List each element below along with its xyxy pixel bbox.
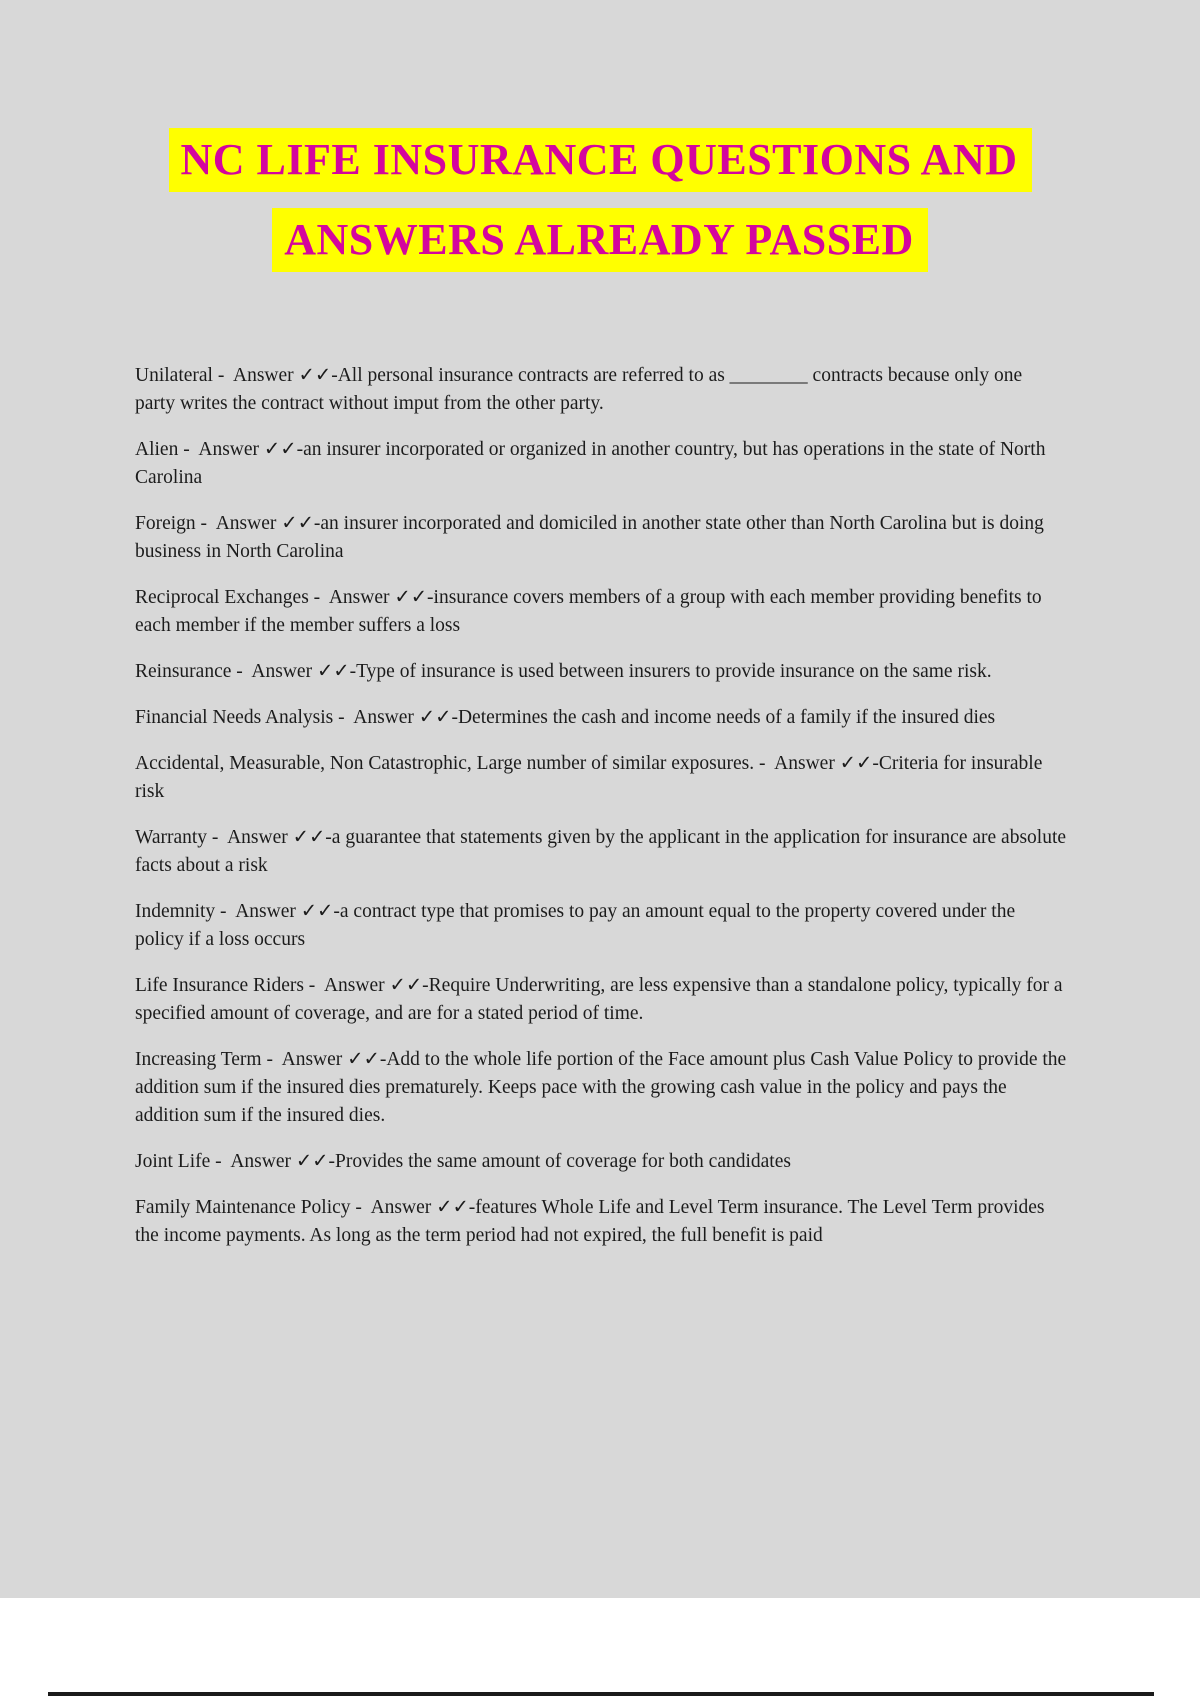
qa-item: Increasing Term - Answer ✓✓-Add to the whole life portion of the Face amount plus Cash Value Policy to provide the addition sum if the insured dies prematurely. Keeps pace with the growing cash value in the policy and pays the addition sum if the insured dies.	[135, 1049, 1072, 1126]
document-title	[0, 0, 1200, 272]
qa-item: Life Insurance Riders - Answer ✓✓-Require Underwriting, are less expensive than a standalone policy, typically for a specified amount of coverage, and are for a stated period of time.	[135, 975, 1068, 1024]
qa-item: Accidental, Measurable, Non Catastrophic, Large number of similar exposures. - Answer ✓✓-Criteria for insurable risk	[135, 753, 1048, 802]
title-line-1	[0, 128, 1200, 192]
qa-list	[135, 362, 1072, 1250]
footer-divider	[48, 1692, 1154, 1696]
qa-item: Indemnity - Answer ✓✓-a contract type that promises to pay an amount equal to the property covered under the policy if a loss occurs	[135, 901, 1020, 950]
qa-item: Reinsurance - Answer ✓✓-Type of insurance is used between insurers to provide insurance on the same risk.	[135, 661, 992, 682]
title-line-2	[0, 208, 1200, 272]
qa-item: Alien - Answer ✓✓-an insurer incorporated or organized in another country, but has operations in the state of North Carolina	[135, 439, 1051, 488]
qa-item: Family Maintenance Policy - Answer ✓✓-features Whole Life and Level Term insurance. The Level Term provides the income payments. As long as the term period had not expired, the full benefit is paid	[135, 1197, 1050, 1246]
qa-item: Financial Needs Analysis - Answer ✓✓-Determines the cash and income needs of a family if the insured dies	[135, 707, 996, 728]
qa-item: Unilateral - Answer ✓✓-All personal insurance contracts are referred to as ________ contracts because only one party writes the contract without imput from the other party.	[135, 365, 1027, 414]
page-bottom-strip	[0, 1598, 1200, 1700]
qa-item: Reciprocal Exchanges - Answer ✓✓-insurance covers members of a group with each member providing benefits to each member if the member suffers a loss	[135, 587, 1047, 636]
qa-item: Joint Life - Answer ✓✓-Provides the same amount of coverage for both candidates	[135, 1151, 791, 1172]
title-line-1-highlight: NC LIFE INSURANCE QUESTIONS AND	[169, 128, 1032, 192]
qa-item: Warranty - Answer ✓✓-a guarantee that statements given by the applicant in the application for insurance are absolute facts about a risk	[135, 827, 1071, 876]
title-line-2-highlight: ANSWERS ALREADY PASSED	[272, 208, 928, 272]
qa-item: Foreign - Answer ✓✓-an insurer incorporated and domiciled in another state other than North Carolina but is doing business in North Carolina	[135, 513, 1049, 562]
